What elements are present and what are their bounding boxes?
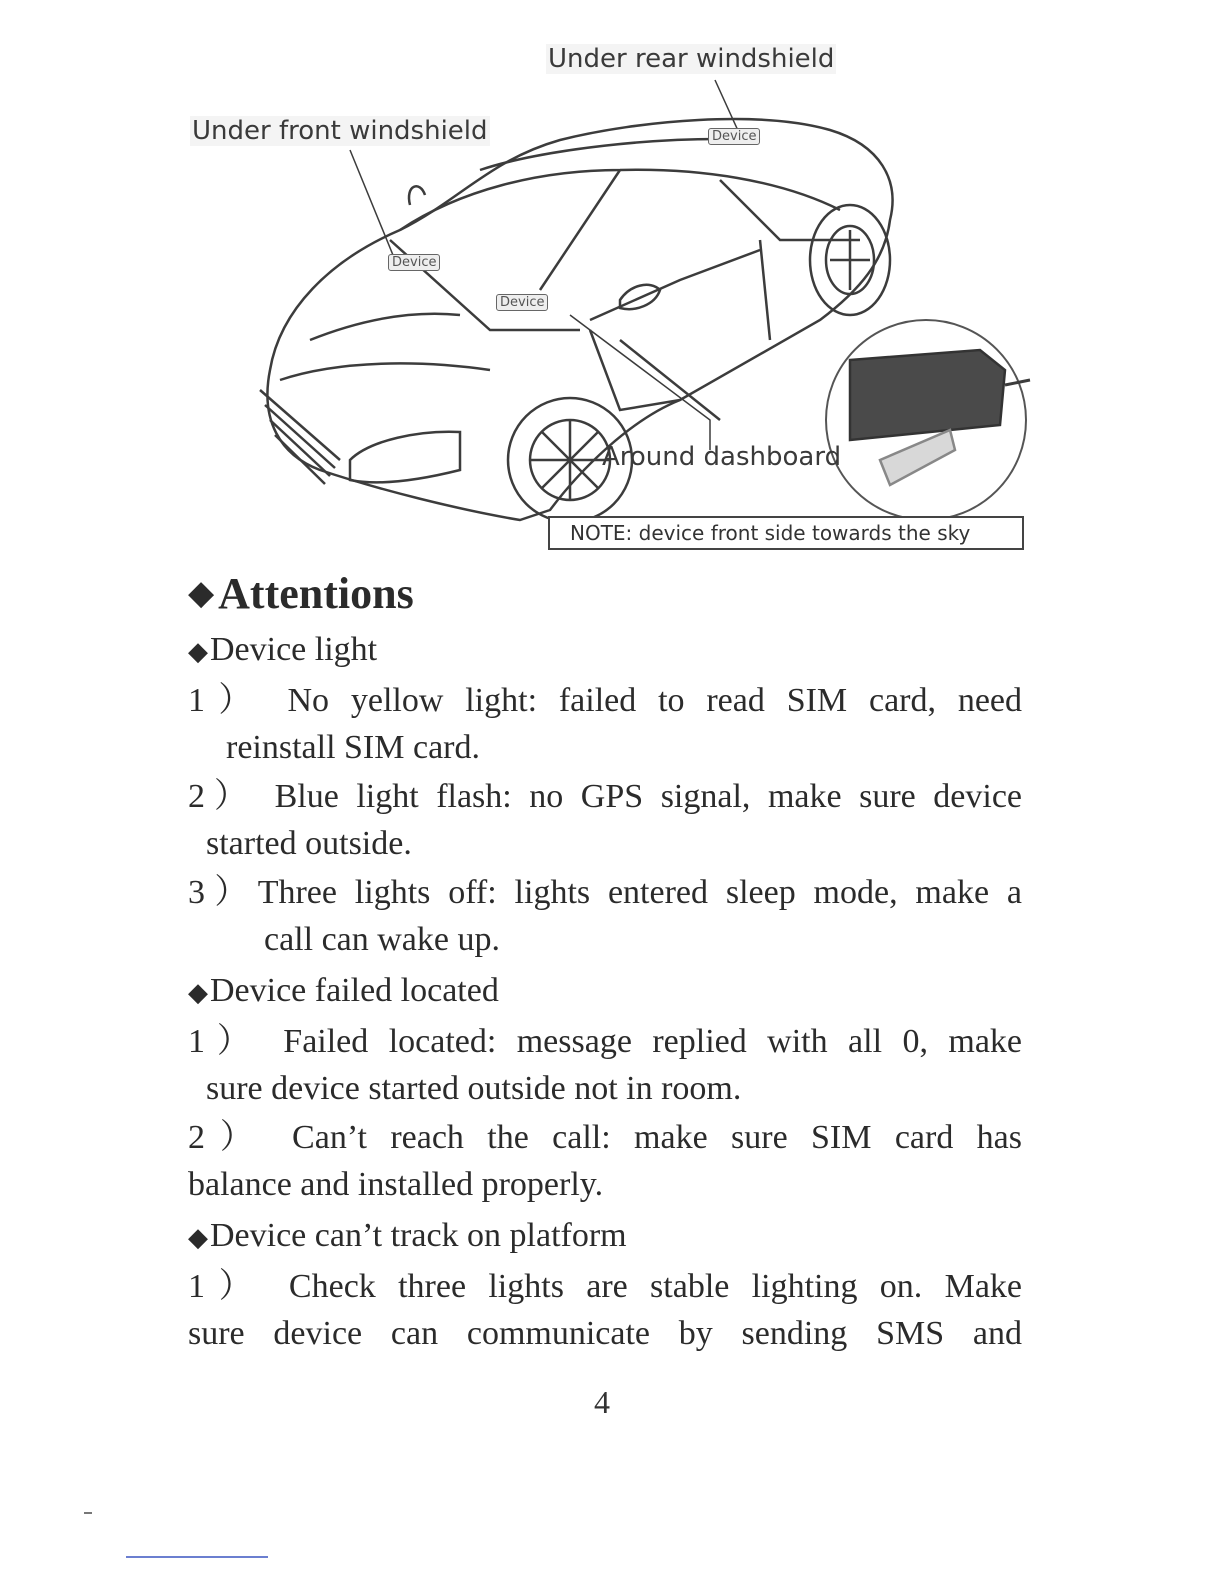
group-title-device-failed-located: ◆Device failed located bbox=[188, 972, 499, 1009]
list-item: 2） Can’t reach the call: make sure SIM card has balance and installed properly. bbox=[188, 1119, 1022, 1203]
list-item: 3）Three lights off: lights entered sleep mode, make a call can wake up. bbox=[188, 874, 1022, 958]
scan-mark bbox=[84, 1512, 92, 1514]
list-item: 1） Failed located: message replied with all 0, make sure device started outside not in room. bbox=[188, 1023, 1022, 1107]
attentions-section bbox=[188, 566, 1022, 1357]
device-tag-front: Device bbox=[388, 254, 440, 271]
car-installation-figure bbox=[160, 40, 1060, 580]
label-around-dashboard: Around dashboard bbox=[602, 442, 842, 472]
section-title: Attentions bbox=[218, 569, 414, 618]
group-title-device-light: ◆Device light bbox=[188, 631, 378, 668]
diamond-bullet-icon: ◆ bbox=[188, 575, 215, 612]
diamond-bullet-icon: ◆ bbox=[188, 978, 208, 1007]
page-number: 4 bbox=[594, 1384, 610, 1420]
list-item: 1） Check three lights are stable lighting on. Make sure device can communicate by sending SMS and bbox=[188, 1268, 1022, 1352]
section-heading bbox=[188, 566, 1022, 622]
device-tag-dashboard: Device bbox=[496, 294, 548, 311]
label-under-front-windshield: Under front windshield bbox=[192, 116, 488, 146]
device-tag-rear: Device bbox=[708, 128, 760, 145]
list-item: 1） No yellow light: failed to read SIM card, need reinstall SIM card. bbox=[188, 682, 1022, 766]
list-item: 2） Blue light flash: no GPS signal, make sure device started outside. bbox=[188, 778, 1022, 862]
note-box: NOTE: device front side towards the sky bbox=[548, 516, 1024, 550]
diamond-bullet-icon: ◆ bbox=[188, 1223, 208, 1252]
group-title-device-cant-track: ◆Device can’t track on platform bbox=[188, 1217, 627, 1254]
footer-underline bbox=[126, 1556, 268, 1558]
label-under-rear-windshield: Under rear windshield bbox=[548, 44, 835, 74]
diamond-bullet-icon: ◆ bbox=[188, 637, 208, 666]
